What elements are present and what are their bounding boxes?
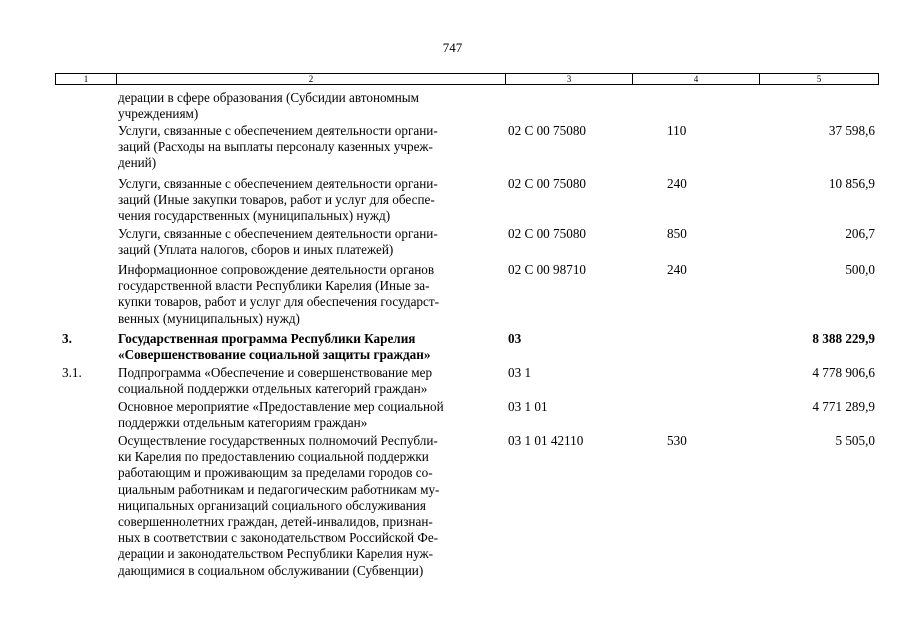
row-number: 3. (62, 331, 72, 346)
row-sum: 500,0 (845, 262, 875, 277)
row-sum: 4 771 289,9 (812, 399, 875, 414)
row-sum: 37 598,6 (828, 123, 875, 138)
row-name: Основное мероприятие «Предоставление мер социальной поддержки отдельным категориям граждан» (118, 399, 444, 431)
column-header-3: 3 (506, 74, 633, 84)
row-expense-type: 240 (667, 176, 687, 191)
column-header-2: 2 (117, 74, 506, 84)
row-code: 02 С 00 75080 (508, 226, 587, 241)
row-code: 03 1 (508, 365, 532, 380)
row-name: Государственная программа Республики Карелия «Совершенствование социальной защиты граждан» (118, 331, 431, 363)
row-code: 02 С 00 98710 (508, 262, 587, 277)
row-sum: 5 505,0 (835, 433, 875, 448)
column-header-4: 4 (633, 74, 760, 84)
row-name: Услуги, связанные с обеспечением деятельности органи- заций (Уплата налогов, сборов и иных платежей) (118, 226, 438, 258)
row-code: 02 С 00 75080 (508, 176, 587, 191)
table-header (55, 73, 879, 85)
row-sum: 4 778 906,6 (812, 365, 875, 380)
row-code: 03 1 01 (508, 399, 548, 414)
row-name: дерации в сфере образования (Субсидии автономным учреждениям) (118, 90, 419, 122)
row-code: 03 1 01 42110 (508, 433, 584, 448)
row-code: 02 С 00 75080 (508, 123, 587, 138)
column-header-5: 5 (816, 74, 822, 84)
row-expense-type: 240 (667, 262, 687, 277)
row-name: Подпрограмма «Обеспечение и совершенствование мер социальной поддержки отдельных категорий граждан» (118, 365, 433, 397)
row-sum: 8 388 229,9 (812, 331, 875, 346)
row-name: Осуществление государственных полномочий Республи- ки Карелия по предоставлению социальной поддержки работающим и проживающим за пределами городов со- циальным работникам и педагогическим работникам му- ниципальных организаций социального обслуживания совершеннолетних граждан, детей-инвалидов, признан- ных в соответствии с законодательством Российской Фе- дерации и законодательством Республики Карелия нуж- дающимися в социальном обслуживании (Субвенции) (118, 433, 440, 578)
row-expense-type: 850 (667, 226, 687, 241)
row-expense-type: 110 (667, 123, 687, 138)
row-name: Услуги, связанные с обеспечением деятельности органи- заций (Расходы на выплаты персоналу казенных учреж- дений) (118, 123, 438, 171)
page-number: 747 (442, 40, 463, 55)
row-number: 3.1. (62, 365, 82, 380)
row-sum: 10 856,9 (828, 176, 875, 191)
row-name: Услуги, связанные с обеспечением деятельности органи- заций (Иные закупки товаров, работ и услуг для обеспе- чения государственных (муниципальных) нужд) (118, 176, 438, 224)
row-code: 03 (508, 331, 522, 346)
column-header-1: 1 (56, 74, 117, 84)
row-expense-type: 530 (667, 433, 687, 448)
row-sum: 206,7 (845, 226, 875, 241)
row-name: Информационное сопровождение деятельности органов государственной власти Республики Карелия (Иные за- купки товаров, работ и услуг для обеспечения государст- венных (муниципальных) нужд) (118, 262, 440, 326)
